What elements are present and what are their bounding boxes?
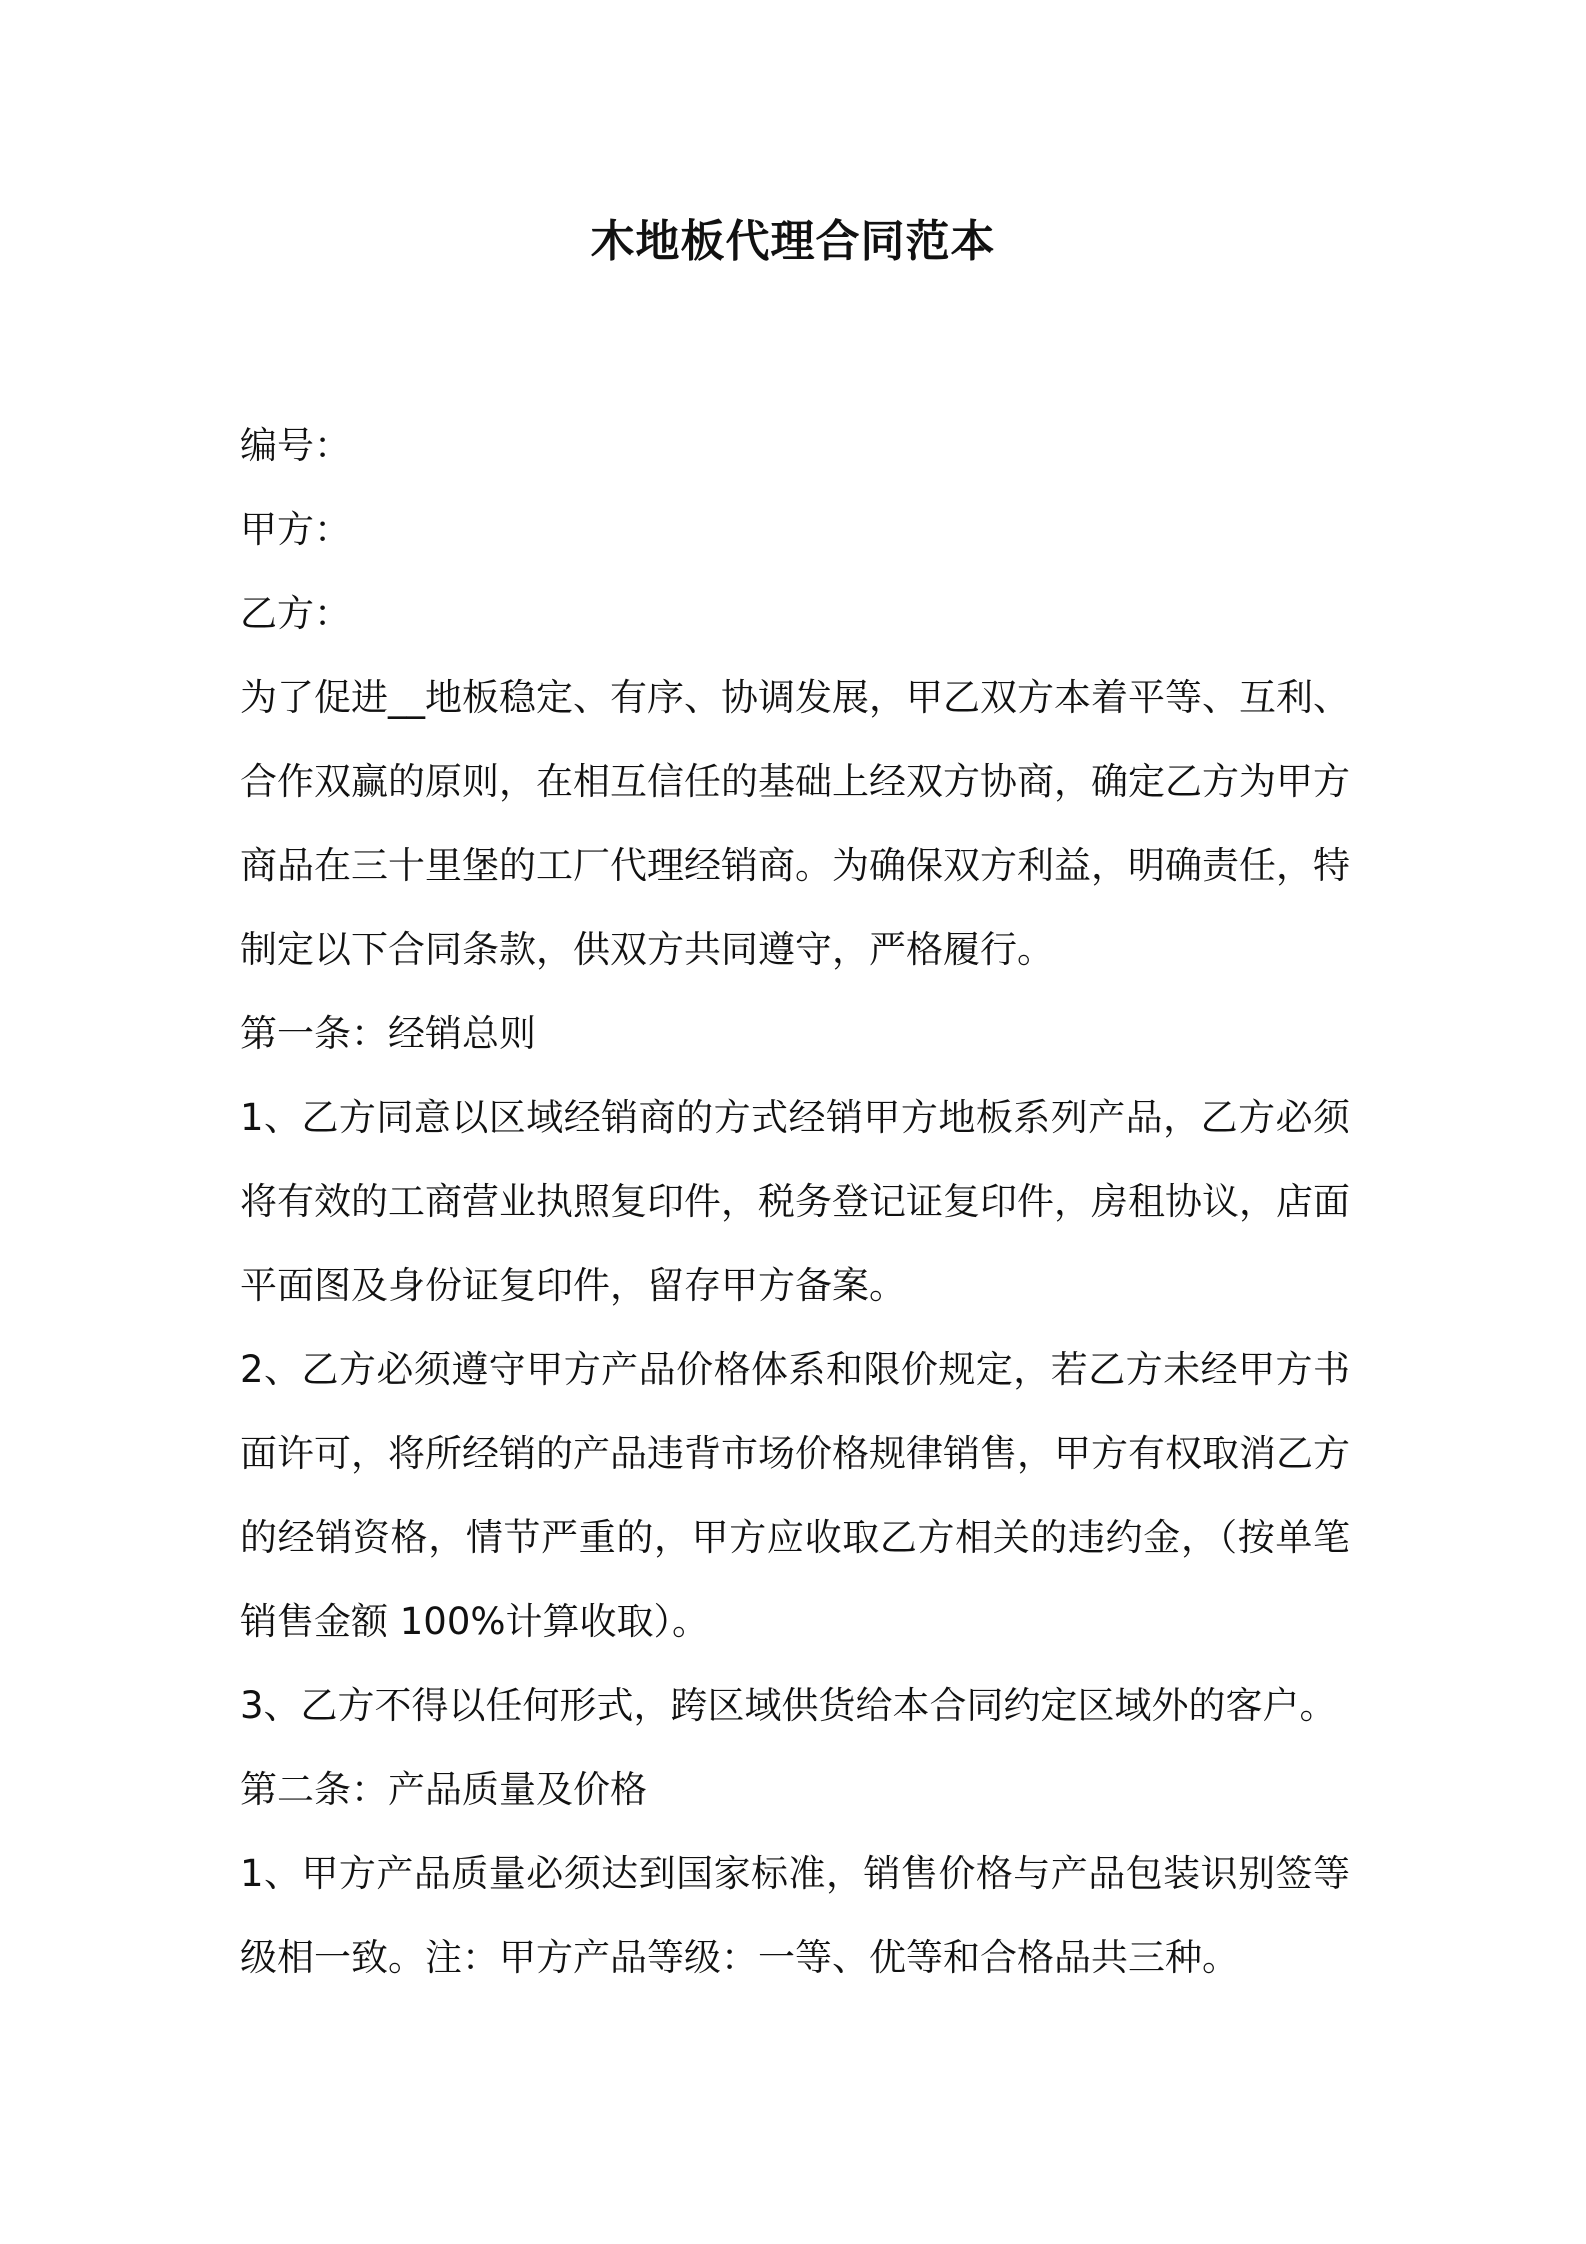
document-title: 木地板代理合同范本 (590, 216, 996, 267)
contract-number-label: 编号： (240, 424, 351, 467)
clause-line: 1、甲方产品质量必须达到国家标准，销售价格与产品包装识别签等 (240, 1852, 1350, 1895)
clause-line: 销售金额 100%计算收取）。 (240, 1600, 710, 1643)
clause-line: 平面图及身份证复印件，留存甲方备案。 (240, 1264, 906, 1307)
preamble-line: 合作双赢的原则，在相互信任的基础上经双方协商，确定乙方为甲方 (240, 760, 1350, 803)
document-body (240, 404, 1350, 2000)
clause-line: 2、乙方必须遵守甲方产品价格体系和限价规定，若乙方未经甲方书 (240, 1348, 1350, 1391)
clause-line: 3、乙方不得以任何形式，跨区域供货给本合同约定区域外的客户。 (240, 1684, 1337, 1727)
clause-line: 面许可，将所经销的产品违背市场价格规律销售，甲方有权取消乙方 (240, 1432, 1350, 1475)
party-b-label: 乙方： (240, 592, 351, 635)
clause-line: 将有效的工商营业执照复印件，税务登记证复印件，房租协议，店面 (240, 1180, 1350, 1223)
preamble-line: 为了促进__地板稳定、有序、协调发展，甲乙双方本着平等、互利、 (240, 676, 1350, 719)
clause-line: 1、乙方同意以区域经销商的方式经销甲方地板系列产品，乙方必须 (240, 1096, 1350, 1139)
party-a-label: 甲方： (240, 508, 351, 551)
article-heading: 第二条：产品质量及价格 (240, 1768, 647, 1811)
article-heading: 第一条：经销总则 (240, 1012, 536, 1055)
preamble-line: 制定以下合同条款，供双方共同遵守，严格履行。 (240, 928, 1054, 971)
preamble-line: 商品在三十里堡的工厂代理经销商。为确保双方利益，明确责任，特 (240, 844, 1350, 887)
clause-line: 的经销资格，情节严重的，甲方应收取乙方相关的违约金，（按单笔 (240, 1516, 1350, 1559)
clause-line: 级相一致。注：甲方产品等级：一等、优等和合格品共三种。 (240, 1936, 1239, 1979)
